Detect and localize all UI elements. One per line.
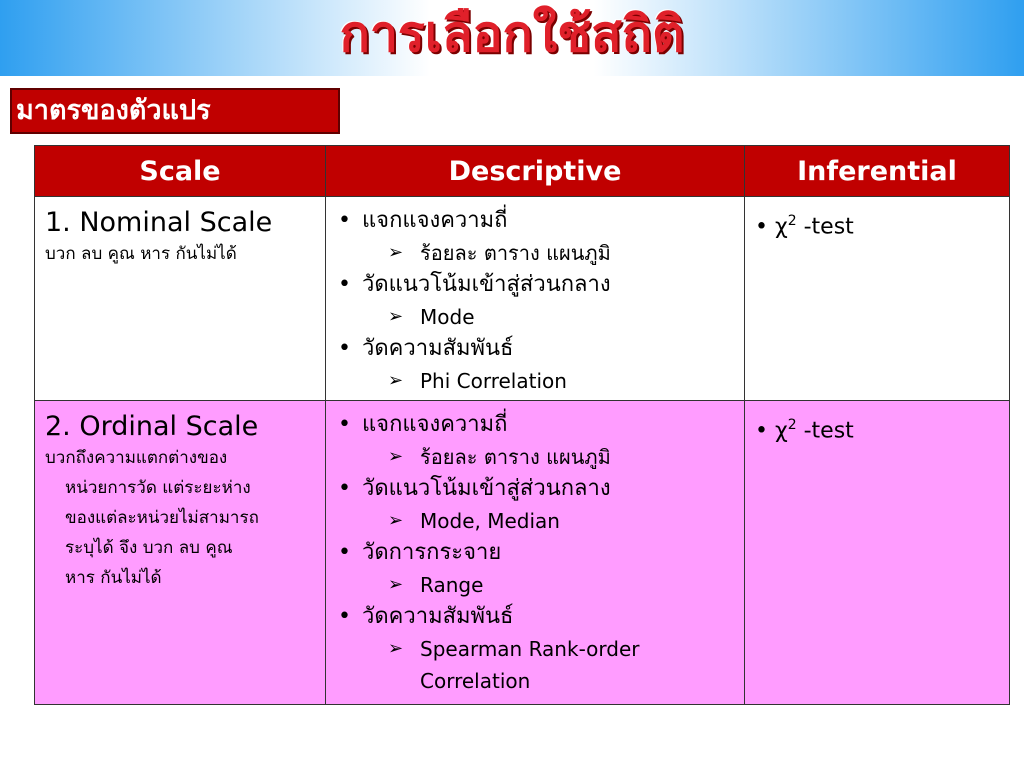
bullet-dot-icon: • [338, 476, 351, 501]
sub-bullet-text: Mode [420, 305, 475, 329]
list-item [338, 269, 744, 333]
descriptive-list [326, 197, 744, 397]
bullet-dot-icon: • [338, 208, 351, 233]
scale-cell [35, 401, 326, 705]
list-item [338, 537, 744, 601]
list-item [338, 473, 744, 537]
bullet-dot-icon: • [338, 412, 351, 437]
bullet-text: วัดความสัมพันธ์ [362, 604, 514, 629]
descriptive-list [326, 401, 744, 697]
chi-symbol: χ [774, 214, 788, 240]
bullet-dot-icon: • [755, 214, 768, 240]
bullet-text: วัดความสัมพันธ์ [362, 336, 514, 361]
arrowhead-bullet-icon: ➢ [388, 510, 404, 531]
descriptive-cell [326, 401, 745, 705]
test-suffix: -test [796, 214, 854, 240]
scale-description-line: หน่วยการวัด แต่ระยะห่าง [65, 478, 251, 498]
inferential-test [745, 197, 1009, 241]
chi-superscript: 2 [787, 213, 797, 229]
scale-description-line: หาร กันไม่ได้ [65, 568, 162, 588]
bullet-text: วัดแนวโน้มเข้าสู่ส่วนกลาง [362, 272, 611, 297]
header-scale: Scale [35, 146, 326, 197]
scale-description-line: บวก ลบ คูณ หาร กันไม่ได้ [45, 244, 237, 264]
sub-bullet-text: Mode, Median [420, 509, 560, 533]
table-row [35, 197, 1010, 401]
list-item [338, 601, 744, 697]
scale-name: 2. Ordinal Scale [45, 411, 259, 442]
bullet-dot-icon: • [338, 272, 351, 297]
scale-description [35, 443, 325, 593]
list-item [338, 409, 744, 473]
bullet-dot-icon: • [338, 604, 351, 629]
bullet-text: วัดการกระจาย [362, 540, 502, 565]
arrowhead-bullet-icon: ➢ [388, 638, 404, 659]
scale-cell [35, 197, 326, 401]
arrowhead-bullet-icon: ➢ [388, 306, 404, 327]
page-title: การเลือกใช้สถิติ [339, 5, 685, 63]
table-row [35, 401, 1010, 705]
list-item [338, 205, 744, 269]
sub-bullet-text: Range [420, 573, 484, 597]
bullet-dot-icon: • [755, 418, 768, 444]
list-item [338, 333, 744, 397]
chi-superscript: 2 [787, 417, 797, 433]
scale-description [35, 239, 325, 269]
sub-bullet-text-line: Correlation [420, 669, 531, 693]
header-inferential: Inferential [745, 146, 1010, 197]
arrowhead-bullet-icon: ➢ [388, 370, 404, 391]
arrowhead-bullet-icon: ➢ [388, 242, 404, 263]
descriptive-cell [326, 197, 745, 401]
sub-bullet-text: ร้อยละ ตาราง แผนภูมิ [420, 445, 611, 469]
sub-bullet-text [420, 633, 744, 697]
scale-description-line: บวกถึงความแตกต่างของ [45, 448, 228, 468]
scale-description-line: ของแต่ละหน่วยไม่สามารถ [65, 508, 259, 528]
inferential-cell [745, 401, 1010, 705]
bullet-text: แจกแจงความถี่ [362, 208, 508, 233]
test-suffix: -test [796, 418, 854, 444]
bullet-text: แจกแจงความถี่ [362, 412, 508, 437]
sub-bullet-text-line: Spearman Rank-order [420, 637, 640, 661]
inferential-test [745, 401, 1009, 445]
bullet-dot-icon: • [338, 336, 351, 361]
header-descriptive: Descriptive [326, 146, 745, 197]
bullet-text: วัดแนวโน้มเข้าสู่ส่วนกลาง [362, 476, 611, 501]
arrowhead-bullet-icon: ➢ [388, 574, 404, 595]
scale-description-line: ระบุได้ จึง บวก ลบ คูณ [65, 538, 233, 558]
arrowhead-bullet-icon: ➢ [388, 446, 404, 467]
inferential-cell [745, 197, 1010, 401]
section-label: มาตรของตัวแปร [10, 88, 340, 134]
chi-symbol: χ [774, 418, 788, 444]
sub-bullet-text: Phi Correlation [420, 369, 567, 393]
scale-name: 1. Nominal Scale [45, 207, 273, 238]
statistics-table [34, 145, 1010, 705]
sub-bullet-text: ร้อยละ ตาราง แผนภูมิ [420, 241, 611, 265]
table-header-row [35, 146, 1010, 197]
bullet-dot-icon: • [338, 540, 351, 565]
